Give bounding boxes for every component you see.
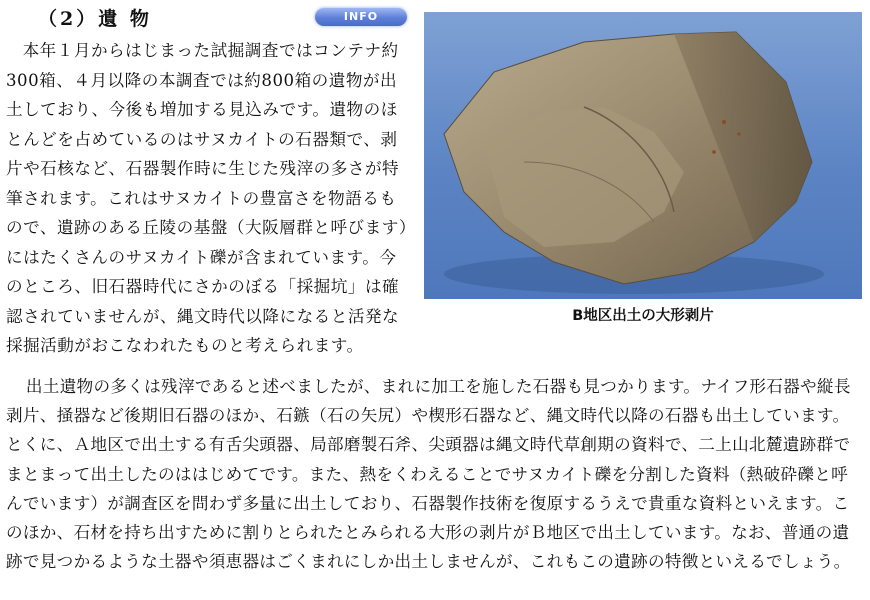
paragraph-2: 出土遺物の多くは残滓であると述べましたが、まれに加工を施した石器も見つかります。ナイフ形石器や縦長剥片、掻器など後期旧石器のほか、石鏃（石の矢尻）や楔形石器など、縄文時代以降の石器も出土しています。とくに、Ａ地区で出土する有舌尖頭器、局部磨製石斧、尖頭器は縄文時代草創期の資料で、二上山北麓遺跡群でまとまって出土したのははじめてです。また、熱をくわえることでサヌカイト礫を分割した資料（熱破砕礫と呼んでいます）が調査区を問わず多量に出土しており、石器製作技術を復原するうえで貴重な資料といえます。このほか、石材を持ち出すために割りとられたとみられる大形の剥片がＢ地区で出土しています。なお、普通の遺跡で見つかるような土器や須恵器はごくまれにしか出土しませんが、これもこの遺跡の特徴といえるでしょう。	[6, 377, 851, 572]
artifact-photo	[424, 12, 862, 299]
info-badge[interactable]: INFO	[315, 8, 407, 26]
stone-flake-image	[424, 12, 862, 299]
section-heading: （2）遺 物	[38, 8, 152, 30]
paragraph-1: 本年１月からはじまった試掘調査ではコンテナ約300箱、４月以降の本調査では約800箱の遺物が出土しており、今後も増加する見込みです。遺物のほとんどを占めているのはサヌカイトの石器類で、剥片や石核など、石器製作時に生じた残滓の多さが特筆されます。これはサヌカイトの豊富さを物語るもので、遺跡のある丘陵の基盤（大阪層群と呼びます）にはたくさんのサヌカイト礫が含まれています。今のところ、旧石器時代にさかのぼる「採掘坑」は確認されていませんが、縄文時代以降になると活発な採掘活動がおこなわれたものと考えられます。	[6, 41, 408, 355]
main-text-block	[6, 372, 862, 576]
intro-text-column	[6, 36, 410, 361]
photo-caption: B地区出土の大形剥片	[572, 308, 714, 324]
